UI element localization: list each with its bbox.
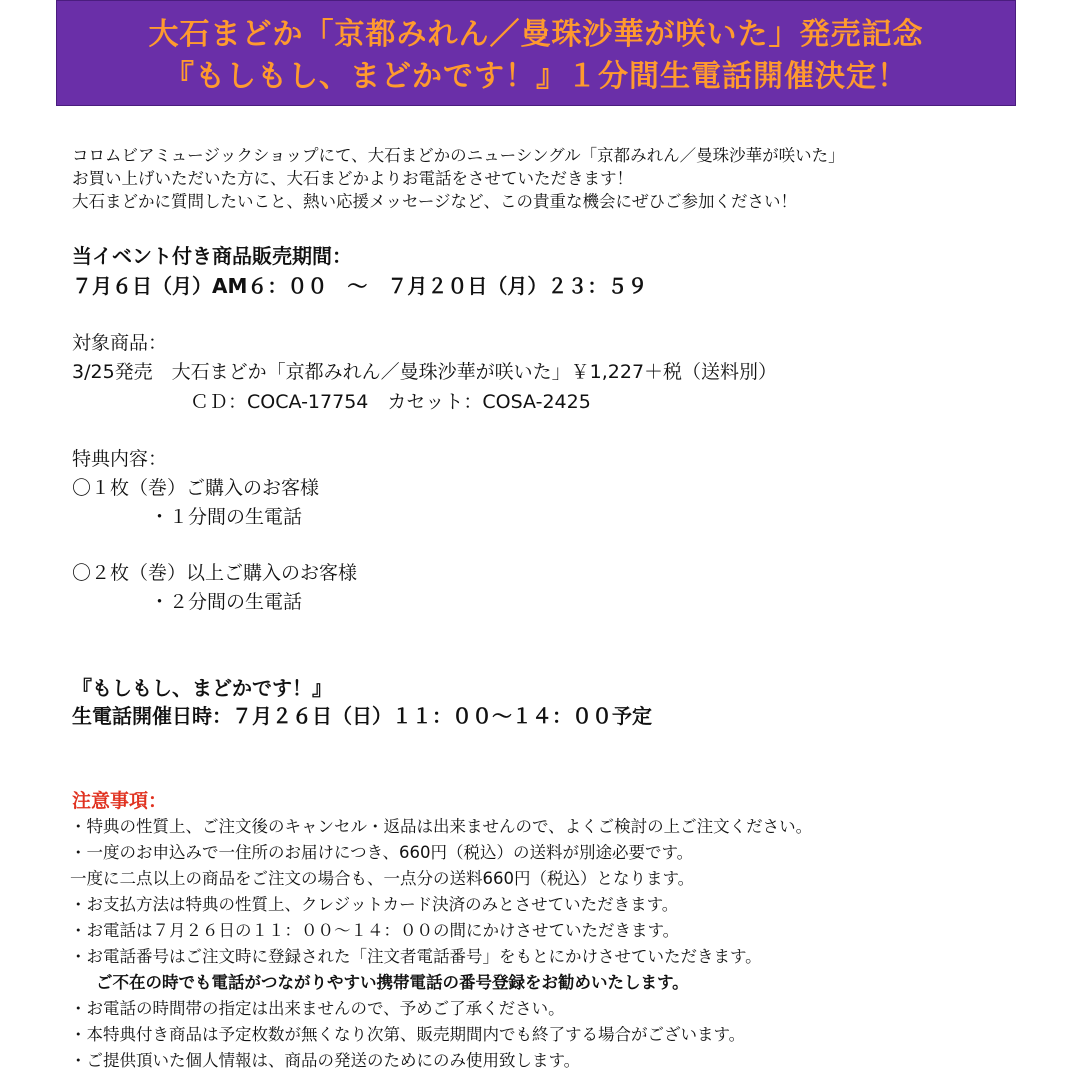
intro-line-1: コロムビアミュージックショップにて、大石まどかのニューシングル「京都みれん／曼珠沙華が咲いた」 — [72, 146, 845, 165]
note-line-4: ・お支払方法は特典の性質上、クレジットカード決済のみとさせていただきます。 — [70, 895, 679, 914]
intro-line-2: お買い上げいただいた方に、大石まどかよりお電話をさせていただきます！ — [72, 169, 633, 188]
note-line-2: ・一度のお申込みで一住所のお届けにつき、660円（税込）の送料が別途必要です。 — [70, 843, 694, 862]
products-line-1: 3/25発売 大石まどか「京都みれん／曼珠沙華が咲いた」￥1,227＋税（送料別） — [72, 361, 778, 383]
note-line-9: ・本特典付き商品は予定枚数が無くなり次第、販売期間内でも終了する場合がございます。 — [70, 1025, 746, 1044]
products-line-2: ＣＤ：COCA-17754 カセット：COSA-2425 — [190, 391, 591, 413]
banner-title-line-2: 『もしもし、まどかです！』１分間生電話開催決定！ — [164, 59, 908, 94]
notes-heading: 注意事項： — [72, 790, 168, 812]
note-line-3: 一度に二点以上の商品をご注文の場合も、一点分の送料660円（税込）となります。 — [70, 869, 695, 888]
banner-title-line-1: 大石まどか「京都みれん／曼珠沙華が咲いた」発売記念 — [148, 17, 924, 52]
note-line-5: ・お電話は７月２６日の１１：００～１４：００の間にかけさせていただきます。 — [70, 921, 680, 940]
note-line-10: ・ご提供頂いた個人情報は、商品の発送のためにのみ使用致します。 — [70, 1051, 581, 1070]
note-line-1: ・特典の性質上、ご注文後のキャンセル・返品は出来ませんので、よくご検討の上ご注文ください。 — [70, 817, 813, 836]
sale-period-value: ７月６日（月）AM６：００ ～ ７月２０日（月）２３：５９ — [72, 274, 648, 298]
benefit-tier-2-title: 〇２枚（巻）以上ご購入のお客様 — [72, 562, 358, 584]
benefits-heading: 特典内容： — [72, 448, 168, 470]
note-line-7-emphasis: ご不在の時でも電話がつながりやすい携帯電話の番号登録をお勧めいたします。 — [96, 973, 689, 992]
products-heading: 対象商品： — [72, 332, 168, 354]
note-line-8: ・お電話の時間帯の指定は出来ませんので、予めご了承ください。 — [70, 999, 565, 1018]
intro-line-3: 大石まどかに質問したいこと、熱い応援メッセージなど、この貴重な機会にぜひご参加ください！ — [72, 192, 798, 211]
event-datetime: 生電話開催日時：７月２６日（日）１１：００～１４：００予定 — [72, 704, 652, 728]
note-line-6: ・お電話番号はご注文時に登録された「注文者電話番号」をもとにかけさせていただきます。 — [70, 947, 762, 966]
benefit-tier-1-detail: ・１分間の生電話 — [150, 506, 303, 528]
sale-period-heading: 当イベント付き商品販売期間： — [72, 244, 352, 268]
benefit-tier-2-detail: ・２分間の生電話 — [150, 591, 303, 613]
event-title: 『もしもし、まどかです！』 — [72, 676, 332, 700]
benefit-tier-1-title: 〇１枚（巻）ご購入のお客様 — [72, 477, 320, 499]
title-banner — [56, 0, 1016, 106]
